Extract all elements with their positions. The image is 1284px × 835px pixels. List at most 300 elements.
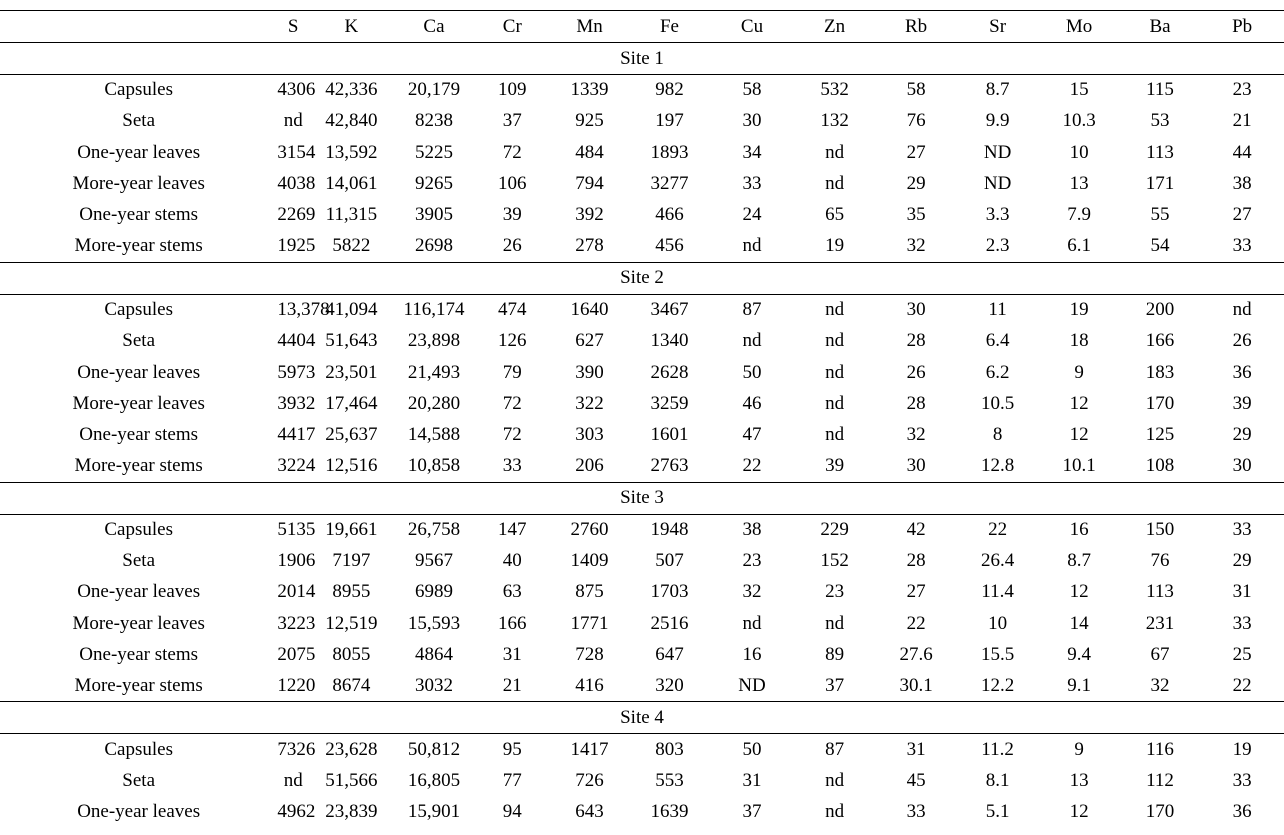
value-cell-sr: 10 [988,612,1008,634]
value-cell-ba: 183 [1145,361,1175,383]
value-cell-ba: 113 [1146,581,1174,603]
value-cell-zn: nd [825,173,845,195]
value-cell-ba: 150 [1145,518,1175,540]
value-cell-k: 8955 [332,581,371,603]
site-header-row [0,43,1284,75]
value-cell-k: 5822 [309,231,394,262]
value-cell-pb: 33 [1232,612,1252,634]
value-cell-rb: 28 [906,330,926,352]
value-cell-zn: 229 [820,518,849,540]
value-cell-cu: nd [710,231,794,262]
value-cell-k: 8674 [309,671,394,702]
table-row [0,514,1284,545]
value-cell-fe: 1601 [650,424,689,446]
value-cell-ba: 54 [1120,231,1200,262]
value-cell-zn: nd [825,392,845,414]
value-cell-mo: 8.7 [1067,550,1091,571]
value-cell-cr: 474 [498,299,527,321]
value-cell-sr: 3.3 [985,204,1010,226]
value-cell-mn: 303 [575,424,604,446]
value-cell-s: 4417 [277,424,316,446]
site-label: Site 2 [0,262,1284,294]
value-cell-cu: ND [710,671,794,702]
row-label: Seta [122,110,156,132]
value-cell-mn: 627 [575,330,604,352]
value-cell-cr: 21 [474,671,550,702]
value-cell-k: 17,464 [325,392,378,414]
value-cell-mn: 206 [550,451,628,482]
value-cell-s: 3154 [277,141,316,163]
value-cell-cu: 32 [742,581,762,603]
value-cell-rb: 31 [906,738,926,760]
value-cell-fe: 982 [655,79,684,101]
column-header-rb: Rb [875,11,957,43]
value-cell-s: 2075 [277,643,316,665]
value-cell-zn: nd [825,141,845,163]
row-label: One-year stems [79,643,199,665]
value-cell-rb: 27.6 [899,643,933,665]
value-cell-fe: 1340 [650,330,689,352]
value-cell-s: nd [283,769,303,791]
value-cell-mo: 18 [1069,330,1089,352]
value-cell-cu: 23 [742,550,762,571]
row-label: Capsules [104,79,173,101]
value-cell-mn: 392 [575,204,604,226]
site-header-row [0,262,1284,294]
value-cell-ba: 170 [1145,392,1175,414]
value-cell-pb: 29 [1232,550,1252,571]
value-cell-pb: 36 [1232,801,1252,823]
value-cell-sr: 15.5 [980,643,1015,665]
value-cell-fe: 466 [655,204,684,226]
value-cell-rb: 42 [906,518,926,540]
row-label: More-year leaves [72,612,205,634]
value-cell-k: 51,566 [325,769,378,791]
value-cell-rb: 27 [906,581,926,603]
value-cell-zn: nd [825,801,845,823]
value-cell-fe: 1639 [650,801,689,823]
value-cell-mo: 19 [1069,299,1089,321]
value-cell-mo: 13 [1069,769,1089,791]
value-cell-ba: 76 [1150,550,1170,571]
value-cell-fe: 507 [655,550,684,571]
value-cell-zn: 532 [820,79,849,101]
value-cell-fe: 2628 [650,361,689,383]
value-cell-mo: 12 [1069,392,1089,414]
value-cell-cu: 46 [742,392,762,414]
value-cell-s: 3223 [277,612,316,634]
value-cell-mn: 1339 [570,79,609,101]
value-cell-cu: 34 [742,141,762,163]
value-cell-ca: 3905 [414,204,453,226]
value-cell-rb: 35 [906,204,926,226]
value-cell-fe: 2516 [650,612,689,634]
value-cell-rb: 28 [906,392,926,414]
value-cell-fe: 3277 [650,173,689,195]
value-cell-ca: 20,179 [407,79,461,101]
value-cell-k: 7197 [332,550,371,571]
table-row [0,357,1284,388]
value-cell-mn: 278 [550,231,628,262]
row-label: Seta [122,550,156,571]
value-cell-ba: 116 [1146,738,1174,760]
value-cell-mn: 925 [575,110,604,132]
column-header-pb: Pb [1200,11,1284,43]
value-cell-k: 23,839 [325,801,378,823]
value-cell-mo: 10.1 [1038,451,1120,482]
value-cell-cu: nd [742,330,762,352]
value-cell-ba: 171 [1145,173,1175,195]
value-cell-mo: 9.4 [1067,643,1091,665]
value-cell-cu: 87 [742,299,762,321]
column-header-mn: Mn [550,11,628,43]
value-cell-mo: 9 [1074,361,1084,383]
column-header-s: S [277,11,309,43]
table-row [0,75,1284,106]
table-row [0,765,1284,796]
value-cell-cu: 58 [742,79,762,101]
value-cell-cu: 30 [742,110,762,132]
value-cell-mn: 484 [575,141,604,163]
row-label: One-year stems [79,424,199,446]
value-cell-ba: 115 [1146,79,1174,101]
value-cell-cr: 31 [502,643,522,665]
value-cell-fe: 803 [655,738,684,760]
value-cell-sr: ND [983,173,1012,195]
row-label: Capsules [104,299,173,321]
row-label: One-year stems [79,204,199,226]
value-cell-s: 2014 [277,581,316,603]
value-cell-rb: 32 [906,424,926,446]
table-row [0,451,1284,482]
value-cell-mo: 9 [1074,738,1084,760]
table-row [0,200,1284,231]
value-cell-cu: 47 [742,424,762,446]
value-cell-mn: 875 [575,581,604,603]
value-cell-sr: 2.3 [957,231,1039,262]
row-label: Capsules [104,738,173,760]
row-label: More-year stems [0,231,277,262]
value-cell-sr: 22 [988,518,1008,540]
value-cell-k: 23,501 [325,361,378,383]
table-row [0,419,1284,450]
value-cell-sr: 11 [988,299,1007,321]
value-cell-ca: 16,805 [407,769,461,791]
value-cell-mo: 10 [1069,141,1089,163]
value-cell-k: 42,840 [325,110,378,132]
value-cell-ba: 166 [1145,330,1175,352]
value-cell-cr: 79 [502,361,522,383]
value-cell-mn: 794 [575,173,604,195]
value-cell-pb: 26 [1232,330,1252,352]
value-cell-s: 4404 [277,330,316,352]
value-cell-ca: 15,901 [407,801,461,823]
value-cell-ba: 55 [1150,204,1170,226]
value-cell-fe: 553 [655,769,684,791]
value-cell-mn: 1771 [570,612,609,634]
table-row [0,734,1284,765]
value-cell-cr: 39 [502,204,522,226]
value-cell-sr: 10.5 [980,392,1015,414]
table-row [0,294,1284,325]
value-cell-sr: 11.2 [981,738,1014,760]
column-header-zn: Zn [794,11,876,43]
value-cell-s: 1925 [277,231,309,262]
value-cell-cr: 109 [498,79,527,101]
value-cell-zn: 39 [794,451,876,482]
value-cell-sr: 6.4 [985,330,1010,352]
value-cell-k: 41,094 [325,299,378,321]
value-cell-s: 5973 [277,361,316,383]
value-cell-ba: 125 [1145,424,1175,446]
value-cell-sr: 8.7 [985,79,1010,101]
value-cell-sr: 5.1 [985,801,1010,823]
value-cell-s: 1220 [277,671,309,702]
column-header-ca: Ca [394,11,474,43]
value-cell-cu: nd [742,612,762,634]
value-cell-ba: 200 [1145,299,1175,321]
value-cell-fe: 647 [655,643,684,665]
value-cell-mo: 12 [1069,801,1089,823]
table-row [0,671,1284,702]
table-row [0,388,1284,419]
value-cell-s: 4038 [277,173,316,195]
value-cell-mn: 390 [575,361,604,383]
value-cell-cu: 24 [742,204,762,226]
value-cell-pb: 44 [1232,141,1252,163]
value-cell-ba: 53 [1150,110,1170,132]
value-cell-mo: 14 [1069,612,1089,634]
value-cell-mn: 2760 [570,518,609,540]
value-cell-zn: 87 [825,738,845,760]
value-cell-k: 19,661 [325,518,378,540]
value-cell-k: 12,516 [309,451,394,482]
value-cell-ca: 14,588 [407,424,461,446]
value-cell-cu: 50 [742,738,762,760]
table-row [0,608,1284,639]
row-label: One-year leaves [77,801,201,823]
site-header-row [0,702,1284,734]
value-cell-zn: 89 [825,643,845,665]
row-label: Seta [122,330,156,352]
value-cell-pb: 19 [1232,738,1252,760]
value-cell-zn: nd [825,361,845,383]
value-cell-zn: nd [825,299,845,321]
value-cell-rb: 28 [906,550,926,571]
value-cell-cu: 22 [710,451,794,482]
value-cell-rb: 45 [906,769,926,791]
value-cell-ba: 32 [1120,671,1200,702]
value-cell-rb: 22 [906,612,926,634]
value-cell-s: 13,378 [277,299,330,321]
value-cell-zn: 65 [825,204,845,226]
row-label: More-year leaves [72,392,205,414]
site-label: Site 1 [0,43,1284,75]
value-cell-rb: 30 [906,299,926,321]
value-cell-s: 1906 [277,550,316,571]
value-cell-sr: ND [983,141,1012,163]
row-label: One-year leaves [77,141,201,163]
value-cell-cr: 72 [502,392,522,414]
value-cell-pb: 22 [1200,671,1284,702]
value-cell-pb: 23 [1232,79,1252,101]
value-cell-mo: 6.1 [1038,231,1120,262]
row-label: Capsules [104,518,173,540]
value-cell-cr: 106 [498,173,527,195]
value-cell-ca: 9567 [414,550,453,571]
value-cell-zn: 23 [825,581,845,603]
value-cell-k: 11,315 [325,204,378,226]
site-header-row [0,482,1284,514]
value-cell-fe: 1893 [650,141,689,163]
value-cell-ca: 5225 [414,141,453,163]
table-row [0,796,1284,827]
value-cell-pb: 33 [1232,769,1252,791]
value-cell-mo: 12 [1069,581,1089,603]
value-cell-cr: 77 [502,769,522,791]
value-cell-ba: 113 [1146,141,1174,163]
value-cell-zn: 37 [794,671,876,702]
value-cell-mo: 7.9 [1067,204,1091,226]
row-label: More-year stems [0,671,277,702]
value-cell-fe: 1703 [650,581,689,603]
value-cell-mo: 12 [1069,424,1089,446]
value-cell-mn: 728 [575,643,604,665]
value-cell-cu: 37 [742,801,762,823]
value-cell-mo: 9.1 [1038,671,1120,702]
table-row [0,168,1284,199]
value-cell-s: 3224 [277,451,309,482]
value-cell-sr: 26.4 [980,550,1015,571]
value-cell-ca: 15,593 [407,612,461,634]
column-header-k: K [309,11,394,43]
value-cell-rb: 27 [906,141,926,163]
value-cell-zn: 152 [820,550,849,571]
value-cell-k: 51,643 [325,330,378,352]
value-cell-pb: 21 [1232,110,1252,132]
value-cell-k: 23,628 [325,738,378,760]
value-cell-ca: 2698 [394,231,474,262]
table-body [0,43,1284,828]
value-cell-pb: 36 [1232,361,1252,383]
value-cell-s: 4306 [277,79,316,101]
value-cell-sr: 6.2 [985,361,1010,383]
value-cell-fe: 320 [629,671,711,702]
value-cell-cu: 38 [742,518,762,540]
value-cell-s: 5135 [277,518,316,540]
table-row [0,106,1284,137]
table-row [0,545,1284,576]
element-concentration-table [0,10,1284,828]
value-cell-rb: 29 [906,173,926,195]
value-cell-ca: 21,493 [407,361,461,383]
value-cell-cr: 94 [502,801,522,823]
value-cell-cr: 126 [498,330,527,352]
value-cell-cr: 166 [498,612,527,634]
value-cell-s: 7326 [277,738,316,760]
value-cell-sr: 8 [992,424,1003,446]
value-cell-fe: 1948 [650,518,689,540]
value-cell-sr: 9.9 [985,110,1010,132]
value-cell-cr: 72 [502,141,522,163]
table-row [0,577,1284,608]
value-cell-ca: 10,858 [394,451,474,482]
value-cell-zn: nd [825,330,845,352]
value-cell-mo: 10.3 [1062,110,1096,132]
value-cell-mn: 322 [575,392,604,414]
value-cell-pb: 29 [1232,424,1252,446]
value-cell-k: 8055 [332,643,371,665]
value-cell-zn: nd [825,424,845,446]
column-header-cu: Cu [710,11,794,43]
value-cell-ba: 108 [1120,451,1200,482]
row-label: One-year leaves [77,361,201,383]
value-cell-ca: 8238 [414,110,453,132]
value-cell-sr: 12.2 [957,671,1039,702]
value-cell-zn: nd [825,769,845,791]
row-label: More-year leaves [72,173,205,195]
value-cell-cr: 40 [502,550,522,571]
value-cell-ca: 9265 [414,173,453,195]
value-cell-rb: 33 [906,801,926,823]
value-cell-zn: nd [825,612,845,634]
value-cell-cu: 33 [742,173,762,195]
value-cell-cr: 95 [502,738,522,760]
value-cell-cr: 37 [502,110,522,132]
value-cell-mn: 1417 [570,738,609,760]
value-cell-ca: 20,280 [407,392,461,414]
header-row [0,11,1284,43]
value-cell-mn: 643 [575,801,604,823]
value-cell-ca: 26,758 [407,518,461,540]
value-cell-rb: 32 [875,231,957,262]
value-cell-k: 12,519 [325,612,378,634]
value-cell-pb: 33 [1200,231,1284,262]
value-cell-rb: 26 [906,361,926,383]
value-cell-k: 42,336 [325,79,378,101]
value-cell-fe: 3259 [650,392,689,414]
value-cell-zn: 19 [794,231,876,262]
value-cell-sr: 8.1 [985,769,1010,791]
value-cell-mo: 16 [1069,518,1089,540]
value-cell-ba: 231 [1145,612,1175,634]
value-cell-zn: 132 [820,110,849,132]
value-cell-ca: 3032 [394,671,474,702]
value-cell-fe: 197 [655,110,684,132]
value-cell-s: 2269 [277,204,316,226]
value-cell-mn: 1640 [570,299,609,321]
value-cell-pb: 38 [1232,173,1252,195]
value-cell-fe: 3467 [650,299,689,321]
value-cell-cu: 31 [742,769,762,791]
value-cell-cr: 147 [498,518,527,540]
site-label: Site 3 [0,482,1284,514]
value-cell-mo: 15 [1069,79,1089,101]
row-label: Seta [122,769,156,791]
value-cell-ca: 4864 [414,643,453,665]
value-cell-rb: 30.1 [875,671,957,702]
value-cell-pb: 33 [1232,518,1252,540]
value-cell-mn: 416 [550,671,628,702]
value-cell-sr: 11.4 [981,581,1014,603]
column-header-sr: Sr [957,11,1039,43]
column-header-fe: Fe [629,11,711,43]
value-cell-ca: 116,174 [403,299,465,321]
value-cell-sr: 12.8 [957,451,1039,482]
row-label: One-year leaves [77,581,201,603]
value-cell-mn: 726 [575,769,604,791]
value-cell-rb: 30 [875,451,957,482]
